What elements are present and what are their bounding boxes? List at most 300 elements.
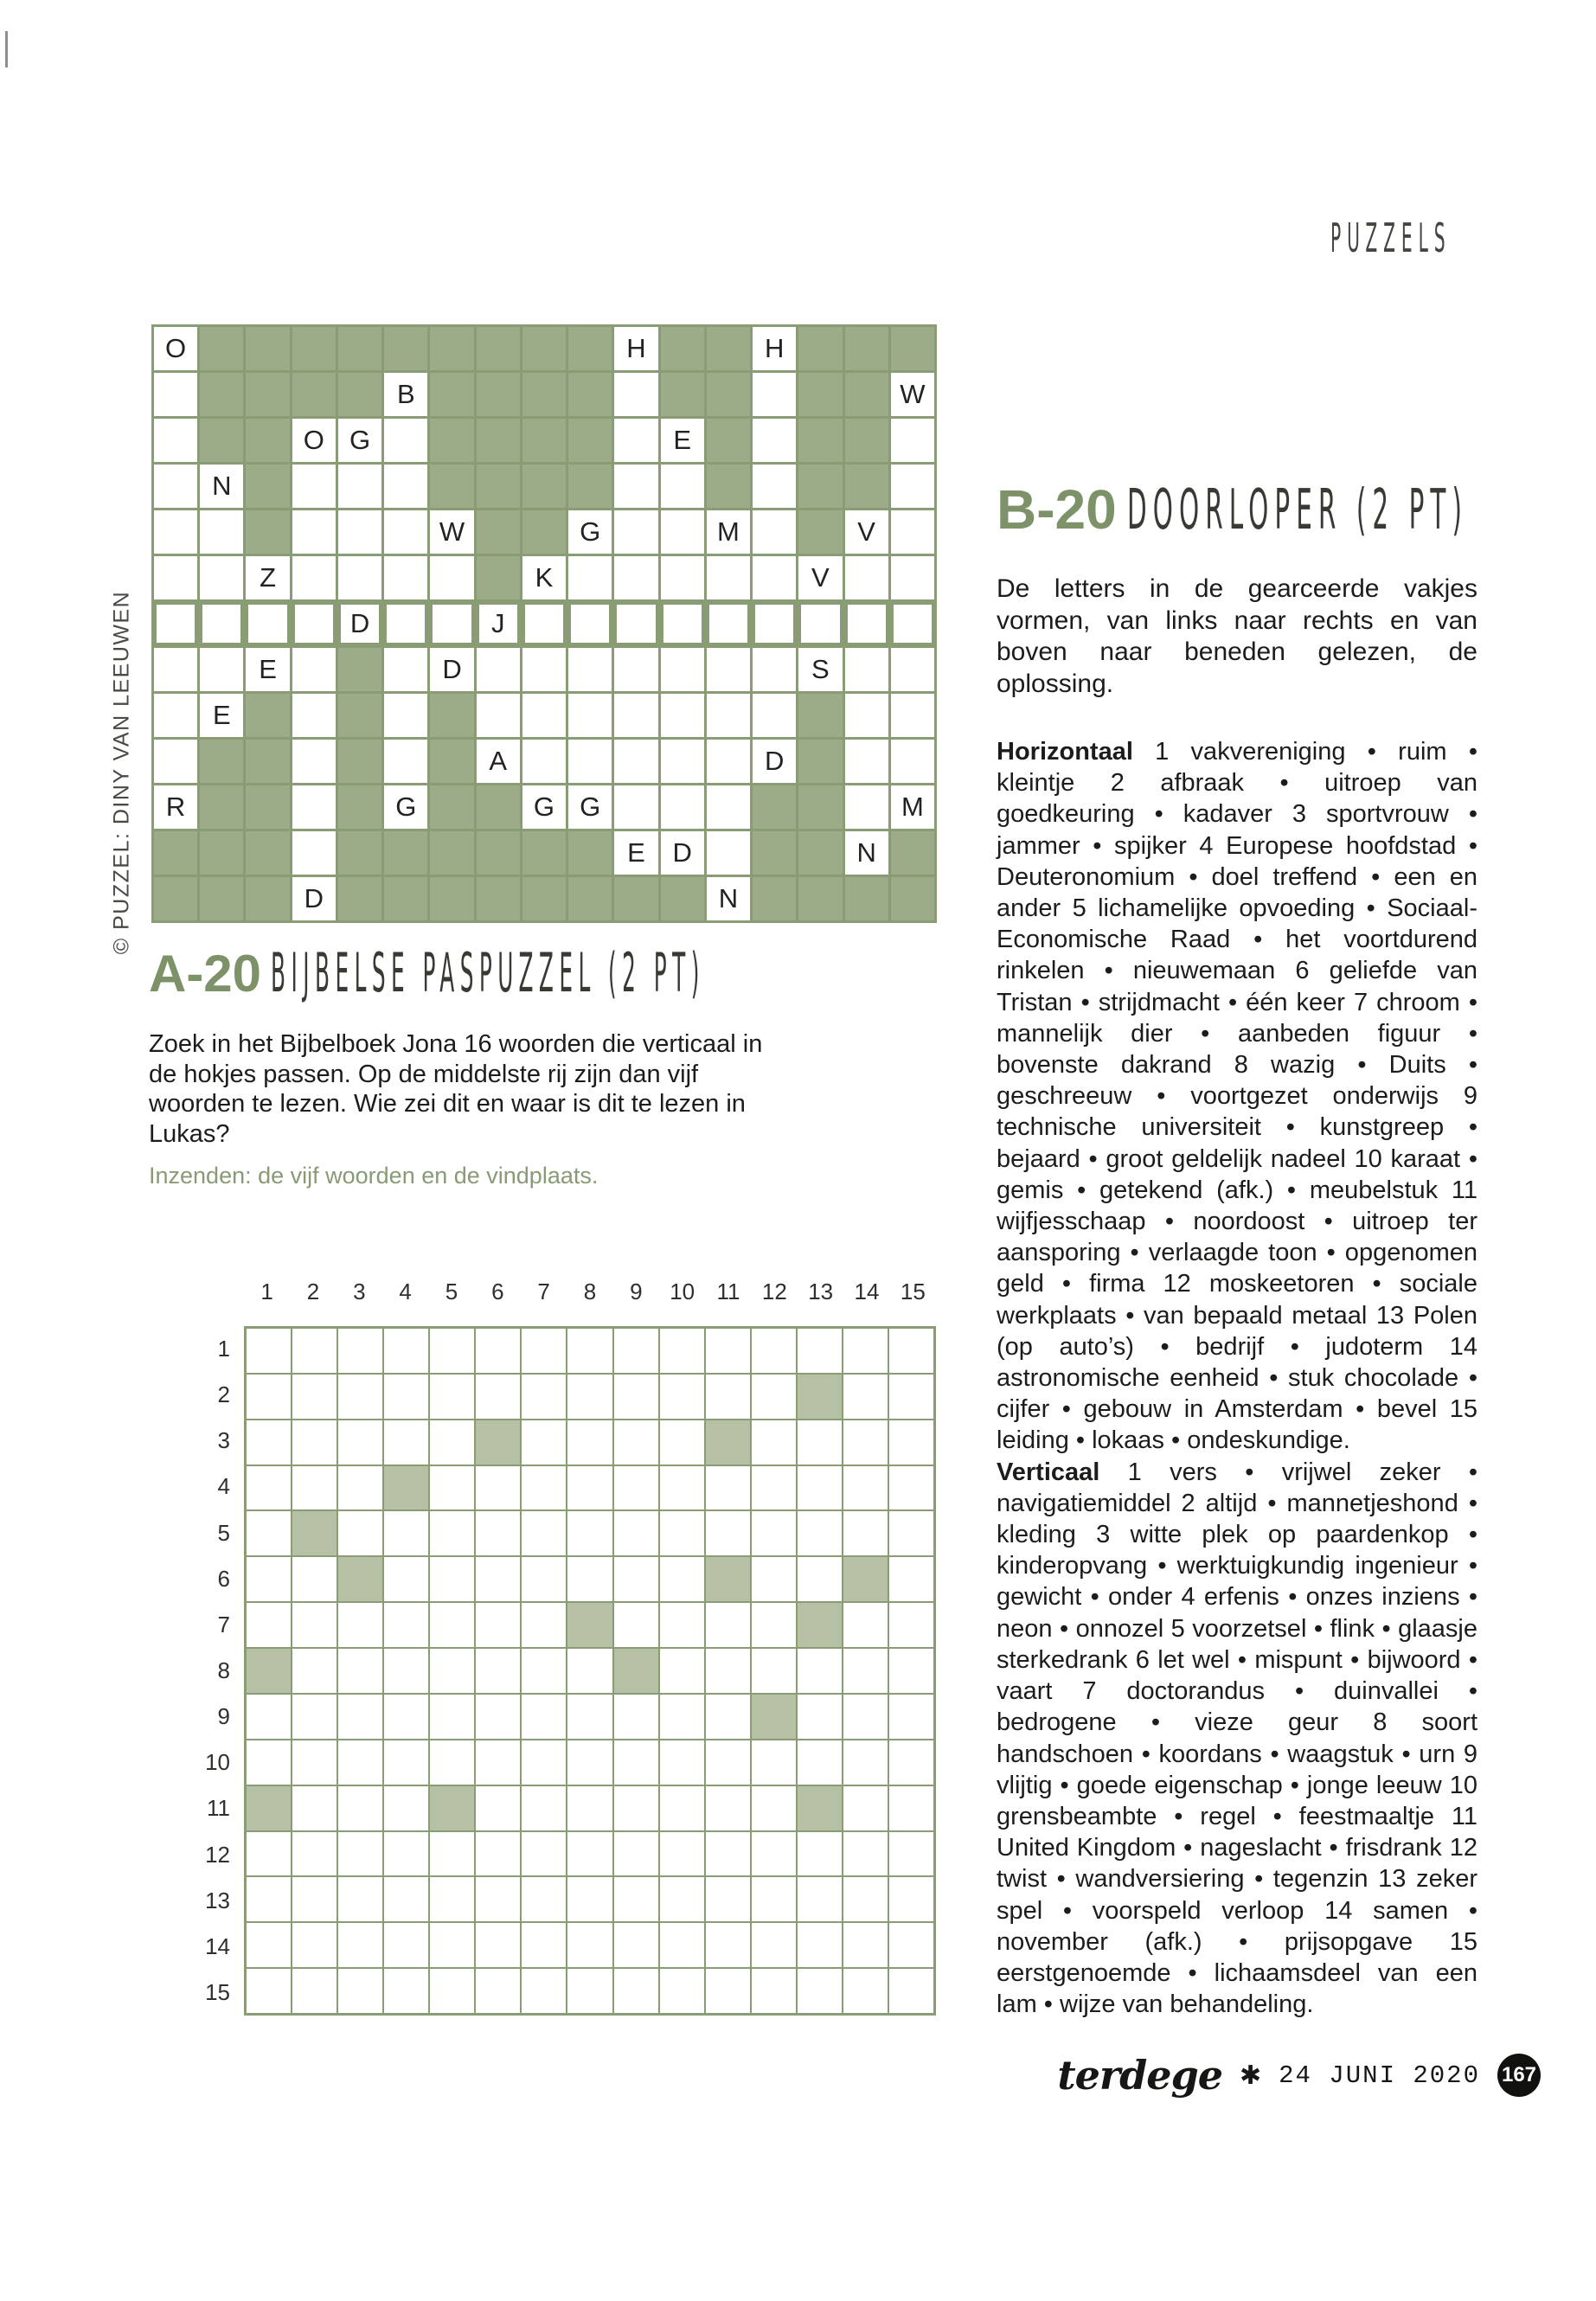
empty-cell <box>476 1466 520 1510</box>
letter-cell: G <box>568 510 612 554</box>
empty-cell <box>661 465 704 508</box>
empty-cell <box>660 1832 704 1876</box>
empty-cell <box>660 1329 704 1373</box>
empty-cell <box>338 1969 382 2013</box>
empty-cell <box>568 556 612 599</box>
vertical-text: 1 vers • vrijwel zeker • navigatiemiddel 2 altijd • mannetjeshond • kleding 3 witte plek op paardenkop • kinderopvang • werktuigkundig ingenieur • gewicht • onder 4 erfenis • onzes inziens • neon • onnozel 5 voorzetsel • flink • glaasje sterkedrank 6 let wel • mispunt • bijwoord • vaart 7 doctorandus • duinvallei • bedrogene • vieze geur 8 soort handschoen • koordans • waagstuk • urn 9 vlijtig • goede eigenschap • jonge leeuw 10 grensbeambte • regel • feestmaaltje 11 United Kingdom • nageslacht • frisdrank 12 twist • wandversiering • tegenzin 13 zeker spel • voorspeld verloop 14 samen • november (afk.) • prijsopgave 15 eerstgenoemde • lichaamsdeel van een lam • wijze van behandeling. <box>997 1458 1477 2019</box>
puzzle-b-description: De letters in de gearceerde vakjes vormen, van links naar rechts en van boven naar beneden gelezen, de oplossing. <box>997 574 1477 698</box>
empty-cell <box>338 1786 382 1830</box>
empty-cell <box>430 1511 474 1555</box>
green-cell <box>522 831 566 875</box>
vertical-clues <box>997 1457 1477 2021</box>
empty-cell <box>614 1603 658 1647</box>
empty-cell <box>660 1877 704 1921</box>
empty-cell <box>889 1329 933 1373</box>
empty-cell <box>752 1832 796 1876</box>
empty-cell <box>522 1649 566 1693</box>
empty-cell <box>753 648 796 691</box>
green-cell <box>246 419 289 462</box>
empty-cell <box>889 1695 933 1739</box>
empty-cell <box>660 1511 704 1555</box>
shaded-cell <box>843 1557 888 1601</box>
empty-cell <box>292 1603 337 1647</box>
empty-cell <box>476 1740 520 1785</box>
empty-cell <box>843 1329 888 1373</box>
green-cell <box>200 373 243 416</box>
green-cell <box>798 373 842 416</box>
empty-cell <box>706 1466 750 1510</box>
empty-cell <box>614 419 657 462</box>
letter-cell: J <box>477 602 520 645</box>
empty-cell <box>843 1786 888 1830</box>
empty-cell <box>889 1649 933 1693</box>
empty-cell <box>200 648 243 691</box>
empty-cell <box>706 1740 750 1785</box>
row-number: 1 <box>217 1336 230 1362</box>
shaded-cell <box>338 1557 382 1601</box>
empty-cell <box>798 1695 842 1739</box>
puzzle-a-submit-note: Inzenden: de vijf woorden en de vindplaats. <box>149 1163 599 1189</box>
green-cell <box>845 877 888 920</box>
empty-cell <box>568 740 612 783</box>
empty-cell <box>292 510 336 554</box>
letter-cell: D <box>661 831 704 875</box>
empty-cell <box>843 1740 888 1785</box>
puzzle-a-title: BIJBELSE PASPUZZEL (2 PT) <box>270 941 705 1004</box>
empty-cell <box>384 1923 428 1967</box>
green-cell <box>338 694 381 737</box>
letter-cell: V <box>798 556 842 599</box>
empty-cell <box>752 1969 796 2013</box>
green-cell <box>707 465 750 508</box>
green-cell <box>430 740 473 783</box>
vertical-label: Verticaal <box>997 1458 1100 1486</box>
shaded-cell <box>798 1786 842 1830</box>
empty-cell <box>891 510 934 554</box>
empty-cell <box>292 1877 337 1921</box>
green-cell <box>246 694 289 737</box>
empty-cell <box>614 1786 658 1830</box>
empty-cell <box>753 510 796 554</box>
empty-cell <box>247 1877 291 1921</box>
empty-cell <box>567 1466 612 1510</box>
empty-cell <box>476 1969 520 2013</box>
green-cell <box>845 373 888 416</box>
green-cell <box>430 327 473 370</box>
green-cell <box>246 510 289 554</box>
empty-cell <box>384 1740 428 1785</box>
empty-cell <box>706 1329 750 1373</box>
empty-cell <box>614 785 657 829</box>
empty-cell <box>200 602 243 645</box>
green-cell <box>798 694 842 737</box>
empty-cell <box>753 602 796 645</box>
empty-cell <box>476 1649 520 1693</box>
shaded-cell <box>752 1695 796 1739</box>
empty-cell <box>522 1603 566 1647</box>
empty-cell <box>798 1420 842 1465</box>
letter-cell: D <box>430 648 473 691</box>
row-number: 11 <box>207 1795 230 1822</box>
green-cell <box>753 877 796 920</box>
letter-cell: V <box>845 510 888 554</box>
empty-cell <box>522 1740 566 1785</box>
empty-cell <box>798 1969 842 2013</box>
column-number: 13 <box>808 1279 834 1304</box>
empty-cell <box>522 740 566 783</box>
empty-cell <box>568 648 612 691</box>
green-cell <box>338 831 381 875</box>
empty-cell <box>614 740 657 783</box>
empty-cell <box>845 648 888 691</box>
empty-cell <box>798 1877 842 1921</box>
letter-cell: G <box>568 785 612 829</box>
empty-cell <box>430 1877 474 1921</box>
letter-cell: S <box>798 648 842 691</box>
column-number: 14 <box>854 1279 880 1304</box>
empty-cell <box>707 831 750 875</box>
row-number: 6 <box>217 1565 230 1592</box>
empty-cell <box>567 1969 612 2013</box>
empty-cell <box>752 1740 796 1785</box>
empty-cell <box>660 1466 704 1510</box>
empty-cell <box>661 694 704 737</box>
letter-cell: D <box>753 740 796 783</box>
green-cell <box>522 373 566 416</box>
empty-cell <box>522 1786 566 1830</box>
row-number: 15 <box>205 1978 230 2005</box>
empty-cell <box>798 1466 842 1510</box>
green-cell <box>246 740 289 783</box>
empty-cell <box>614 465 657 508</box>
empty-cell <box>614 1877 658 1921</box>
empty-cell <box>522 1695 566 1739</box>
empty-cell <box>384 602 427 645</box>
empty-cell <box>430 602 473 645</box>
empty-cell <box>889 1969 933 2013</box>
empty-cell <box>200 510 243 554</box>
empty-cell <box>200 556 243 599</box>
puzzle-a-description: Zoek in het Bijbelboek Jona 16 woorden die verticaal in de hokjes passen. Op de middelste rij zijn dan vijf woorden te lezen. Wie zei dit en waar is dit te lezen in Lukas? <box>149 1030 763 1148</box>
green-cell <box>430 373 473 416</box>
empty-cell <box>247 1420 291 1465</box>
column-number: 3 <box>353 1279 366 1304</box>
empty-cell <box>476 1877 520 1921</box>
empty-cell <box>384 1375 428 1419</box>
empty-cell <box>522 694 566 737</box>
green-cell <box>246 877 289 920</box>
empty-cell <box>476 1923 520 1967</box>
green-cell <box>477 877 520 920</box>
empty-cell <box>660 1786 704 1830</box>
empty-cell <box>247 1832 291 1876</box>
empty-cell <box>567 1832 612 1876</box>
column-number: 7 <box>537 1279 550 1304</box>
puzzle-a-code: A-20 <box>149 945 262 1003</box>
empty-cell <box>292 694 336 737</box>
shaded-cell <box>706 1557 750 1601</box>
empty-cell <box>292 1786 337 1830</box>
letter-cell: E <box>246 648 289 691</box>
empty-cell <box>247 1375 291 1419</box>
green-cell <box>522 465 566 508</box>
empty-cell <box>660 1695 704 1739</box>
empty-cell <box>430 1466 474 1510</box>
empty-cell <box>752 1329 796 1373</box>
empty-cell <box>430 1969 474 2013</box>
row-number: 12 <box>205 1841 230 1868</box>
empty-cell <box>430 1695 474 1739</box>
empty-cell <box>430 1420 474 1465</box>
empty-cell <box>843 1649 888 1693</box>
empty-cell <box>706 1832 750 1876</box>
green-cell <box>798 785 842 829</box>
empty-cell <box>843 1375 888 1419</box>
row-number: 10 <box>205 1749 230 1776</box>
green-cell <box>477 419 520 462</box>
letter-cell: O <box>292 419 336 462</box>
empty-cell <box>614 1511 658 1555</box>
empty-cell <box>522 1511 566 1555</box>
empty-cell <box>247 1740 291 1785</box>
empty-cell <box>843 1511 888 1555</box>
empty-cell <box>384 1649 428 1693</box>
empty-cell <box>798 1649 842 1693</box>
empty-cell <box>707 785 750 829</box>
green-cell <box>246 785 289 829</box>
empty-cell <box>154 602 197 645</box>
empty-cell <box>430 1557 474 1601</box>
empty-cell <box>753 373 796 416</box>
column-number: 10 <box>670 1279 695 1304</box>
empty-cell <box>661 785 704 829</box>
green-cell <box>246 831 289 875</box>
green-cell <box>707 419 750 462</box>
empty-cell <box>798 1832 842 1876</box>
empty-cell <box>384 1832 428 1876</box>
doorloper-column-numbers <box>244 1279 936 1305</box>
empty-cell <box>891 602 934 645</box>
empty-cell <box>567 1329 612 1373</box>
empty-cell <box>707 694 750 737</box>
doorloper-row-numbers <box>178 1326 230 2016</box>
empty-cell <box>889 1740 933 1785</box>
empty-cell <box>477 694 520 737</box>
empty-cell <box>476 1511 520 1555</box>
green-cell <box>477 556 520 599</box>
empty-cell <box>614 1375 658 1419</box>
empty-cell <box>661 510 704 554</box>
letter-cell: N <box>707 877 750 920</box>
row-number: 2 <box>217 1381 230 1408</box>
empty-cell <box>845 694 888 737</box>
empty-cell <box>567 1420 612 1465</box>
shaded-cell <box>247 1649 291 1693</box>
green-cell <box>845 327 888 370</box>
empty-cell <box>338 465 381 508</box>
doorloper-grid <box>244 1326 936 2016</box>
empty-cell <box>154 465 197 508</box>
empty-cell <box>338 1375 382 1419</box>
empty-cell <box>384 694 427 737</box>
empty-cell <box>384 740 427 783</box>
row-number: 4 <box>217 1473 230 1500</box>
horizontal-clues <box>997 736 1477 1457</box>
empty-cell <box>753 556 796 599</box>
green-cell <box>798 877 842 920</box>
green-cell <box>845 419 888 462</box>
magazine-logo: terdege <box>1057 2052 1223 2099</box>
empty-cell <box>568 602 612 645</box>
empty-cell <box>338 1420 382 1465</box>
letter-cell: G <box>522 785 566 829</box>
green-cell <box>522 419 566 462</box>
green-cell <box>661 373 704 416</box>
empty-cell <box>567 1375 612 1419</box>
row-number: 13 <box>205 1887 230 1913</box>
column-number: 8 <box>583 1279 597 1304</box>
green-cell <box>384 877 427 920</box>
empty-cell <box>843 1969 888 2013</box>
empty-cell <box>889 1375 933 1419</box>
empty-cell <box>798 1740 842 1785</box>
green-cell <box>707 327 750 370</box>
green-cell <box>798 740 842 783</box>
empty-cell <box>798 1923 842 1967</box>
green-cell <box>891 327 934 370</box>
empty-cell <box>154 556 197 599</box>
empty-cell <box>430 1649 474 1693</box>
letter-cell: D <box>338 602 381 645</box>
green-cell <box>200 785 243 829</box>
empty-cell <box>661 648 704 691</box>
empty-cell <box>706 1375 750 1419</box>
crop-mark <box>5 31 8 67</box>
shaded-cell <box>430 1786 474 1830</box>
empty-cell <box>154 510 197 554</box>
column-number: 5 <box>445 1279 458 1304</box>
empty-cell <box>753 419 796 462</box>
empty-cell <box>292 465 336 508</box>
empty-cell <box>706 1649 750 1693</box>
green-cell <box>292 373 336 416</box>
green-cell <box>661 327 704 370</box>
green-cell <box>430 419 473 462</box>
column-number: 11 <box>716 1279 740 1304</box>
letter-cell: D <box>292 877 336 920</box>
letter-cell: R <box>154 785 197 829</box>
green-cell <box>338 327 381 370</box>
empty-cell <box>891 556 934 599</box>
empty-cell <box>522 602 566 645</box>
row-number: 7 <box>217 1611 230 1638</box>
empty-cell <box>154 419 197 462</box>
letter-cell: O <box>154 327 197 370</box>
empty-cell <box>567 1877 612 1921</box>
empty-cell <box>614 1740 658 1785</box>
green-cell <box>246 373 289 416</box>
empty-cell <box>660 1740 704 1785</box>
empty-cell <box>567 1557 612 1601</box>
green-cell <box>246 465 289 508</box>
empty-cell <box>384 1420 428 1465</box>
green-cell <box>477 831 520 875</box>
empty-cell <box>891 740 934 783</box>
row-number: 8 <box>217 1657 230 1683</box>
row-number: 5 <box>217 1519 230 1546</box>
empty-cell <box>567 1740 612 1785</box>
green-cell <box>753 831 796 875</box>
page-footer <box>1057 2052 1541 2099</box>
letter-cell: E <box>200 694 243 737</box>
shaded-cell <box>384 1466 428 1510</box>
empty-cell <box>476 1832 520 1876</box>
empty-cell <box>843 1923 888 1967</box>
empty-cell <box>384 1329 428 1373</box>
letter-cell: M <box>891 785 934 829</box>
green-cell <box>798 419 842 462</box>
empty-cell <box>752 1786 796 1830</box>
green-cell <box>845 465 888 508</box>
letter-cell: G <box>338 419 381 462</box>
empty-cell <box>753 694 796 737</box>
empty-cell <box>154 740 197 783</box>
empty-cell <box>384 1969 428 2013</box>
empty-cell <box>292 1649 337 1693</box>
shaded-cell <box>798 1603 842 1647</box>
empty-cell <box>338 1649 382 1693</box>
green-cell <box>338 373 381 416</box>
empty-cell <box>845 740 888 783</box>
green-cell <box>522 510 566 554</box>
column-number: 1 <box>260 1279 273 1304</box>
letter-cell: K <box>522 556 566 599</box>
letter-cell: H <box>614 327 657 370</box>
empty-cell <box>845 556 888 599</box>
letter-cell: H <box>753 327 796 370</box>
empty-cell <box>889 1466 933 1510</box>
empty-cell <box>430 556 473 599</box>
empty-cell <box>889 1877 933 1921</box>
empty-cell <box>477 648 520 691</box>
empty-cell <box>384 648 427 691</box>
empty-cell <box>384 556 427 599</box>
empty-cell <box>614 373 657 416</box>
letter-cell: W <box>891 373 934 416</box>
shaded-cell <box>567 1603 612 1647</box>
empty-cell <box>752 1923 796 1967</box>
empty-cell <box>338 1877 382 1921</box>
green-cell <box>200 877 243 920</box>
empty-cell <box>567 1923 612 1967</box>
green-cell <box>154 877 197 920</box>
green-cell <box>200 831 243 875</box>
paspuzzel-grid <box>151 324 937 923</box>
empty-cell <box>706 1969 750 2013</box>
empty-cell <box>522 1923 566 1967</box>
column-number: 12 <box>761 1279 787 1304</box>
green-cell <box>430 831 473 875</box>
puzzle-b-column <box>997 478 1477 2020</box>
empty-cell <box>154 694 197 737</box>
empty-cell <box>891 419 934 462</box>
empty-cell <box>843 1466 888 1510</box>
empty-cell <box>614 1832 658 1876</box>
empty-cell <box>706 1923 750 1967</box>
empty-cell <box>843 1603 888 1647</box>
empty-cell <box>752 1375 796 1419</box>
empty-cell <box>707 602 750 645</box>
